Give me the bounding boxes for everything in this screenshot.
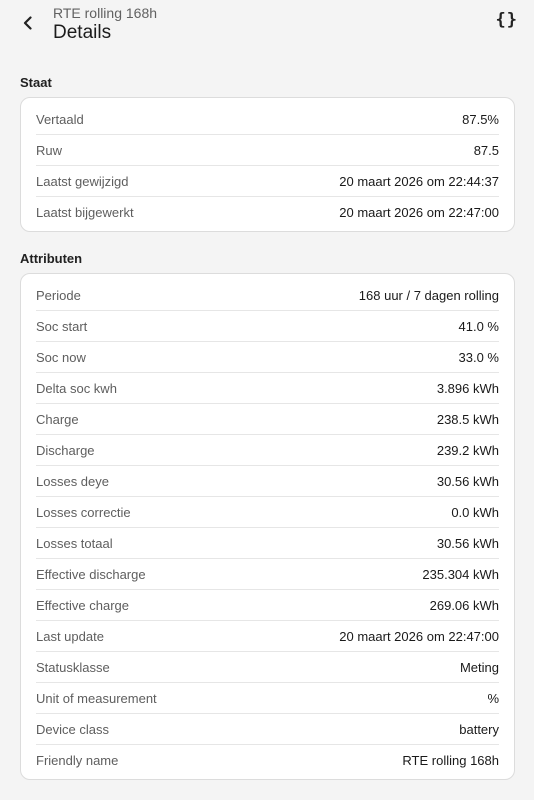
detail-row-label: Discharge — [36, 442, 95, 458]
detail-row — [36, 311, 499, 342]
detail-row-value: 235.304 kWh — [422, 566, 499, 582]
page-title: Details — [53, 22, 112, 43]
detail-row-value: 20 maart 2026 om 22:47:00 — [339, 204, 499, 220]
detail-row — [36, 104, 499, 135]
detail-row — [36, 621, 499, 652]
detail-row — [36, 528, 499, 559]
detail-row-value: 239.2 kWh — [436, 442, 499, 458]
detail-row-label: Delta soc kwh — [36, 380, 117, 396]
detail-row-label: Device class — [36, 721, 109, 737]
detail-row-label: Soc start — [36, 318, 88, 334]
detail-row-value: 30.56 kWh — [436, 473, 499, 489]
json-view-button[interactable] — [496, 10, 518, 30]
state-card — [20, 97, 515, 232]
attributes-section-heading: Attributen — [20, 251, 83, 266]
detail-row-label: Charge — [36, 411, 79, 427]
detail-row — [36, 466, 499, 497]
detail-row-label: Periode — [36, 287, 81, 303]
top-app-bar — [0, 0, 534, 58]
back-button[interactable] — [14, 9, 42, 37]
detail-row-value: 87.5% — [462, 111, 499, 127]
detail-row — [36, 280, 499, 311]
detail-row — [36, 435, 499, 466]
detail-row-label: Losses deye — [36, 473, 109, 489]
detail-row-value: 238.5 kWh — [436, 411, 499, 427]
detail-row-value: 87.5 — [473, 142, 499, 158]
detail-row — [36, 652, 499, 683]
detail-row-value: 269.06 kWh — [429, 597, 499, 613]
detail-row-label: Soc now — [36, 349, 86, 365]
detail-row-value: 20 maart 2026 om 22:47:00 — [339, 628, 499, 644]
detail-row-value: 33.0 % — [458, 349, 499, 365]
detail-row-value: 0.0 kWh — [451, 504, 499, 520]
detail-row-value: battery — [459, 721, 499, 737]
entity-name: RTE rolling 168h — [53, 5, 158, 21]
detail-row — [36, 590, 499, 621]
chevron-left-icon — [21, 16, 35, 30]
detail-row-value: 20 maart 2026 om 22:44:37 — [339, 173, 499, 189]
detail-row-value: Meting — [459, 659, 499, 675]
detail-row-label: Losses totaal — [36, 535, 113, 551]
state-section-heading: Staat — [20, 75, 52, 90]
detail-row-value: % — [487, 690, 499, 706]
braces-icon: {} — [495, 10, 518, 30]
detail-row — [36, 745, 499, 775]
detail-row — [36, 714, 499, 745]
detail-row-label: Statusklasse — [36, 659, 110, 675]
detail-row-value: 168 uur / 7 dagen rolling — [358, 287, 499, 303]
detail-row — [36, 373, 499, 404]
detail-row — [36, 404, 499, 435]
detail-row-label: Ruw — [36, 142, 63, 158]
detail-row — [36, 197, 499, 227]
detail-row — [36, 497, 499, 528]
detail-row — [36, 166, 499, 197]
detail-row-label: Laatst gewijzigd — [36, 173, 129, 189]
detail-row-value: 30.56 kWh — [436, 535, 499, 551]
attributes-card — [20, 273, 515, 780]
detail-row-label: Vertaald — [36, 111, 84, 127]
detail-row-label: Effective charge — [36, 597, 129, 613]
detail-row — [36, 683, 499, 714]
detail-row — [36, 342, 499, 373]
detail-row-value: 3.896 kWh — [436, 380, 499, 396]
detail-row-label: Losses correctie — [36, 504, 131, 520]
detail-row — [36, 559, 499, 590]
detail-row — [36, 135, 499, 166]
detail-row-label: Laatst bijgewerkt — [36, 204, 134, 220]
detail-row-label: Friendly name — [36, 752, 119, 768]
detail-row-value: 41.0 % — [458, 318, 499, 334]
detail-row-label: Effective discharge — [36, 566, 146, 582]
detail-row-label: Last update — [36, 628, 104, 644]
detail-row-value: RTE rolling 168h — [402, 752, 499, 768]
detail-row-label: Unit of measurement — [36, 690, 157, 706]
